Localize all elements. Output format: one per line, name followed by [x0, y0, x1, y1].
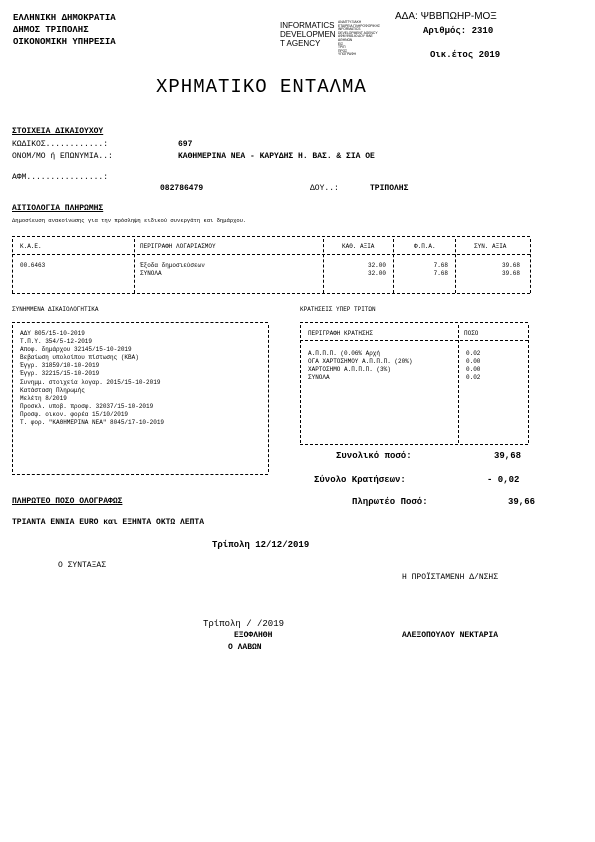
payable-amount-label: Πληρωτέο Ποσό: — [352, 497, 428, 507]
logo-line-1: INFORMATICS — [280, 21, 335, 30]
cell-deduction-desc: ΟΓΑ ΧΑΡΤΟΣΗΜΟΥ Α.Π.Π.Π. (20%) — [308, 358, 413, 365]
stamp-line: ΠΡΟΣ — [338, 48, 348, 53]
table-vline — [323, 239, 324, 293]
payment-reason-text: Δημοσίευση ανακοίνωσης για την πρόσληψη ειδικού συνεργάτη και δημάρχου. — [12, 217, 247, 224]
cell-deduction-desc: ΧΑΡΤΟΣΗΜΟ Α.Π.Π.Π. (3%) — [308, 366, 391, 373]
signatory-name: ΑΛΕΞΟΠΟΥΛΟΥ ΝΕΚΤΑΡΙΑ — [402, 631, 499, 640]
deductions-box-bottom — [300, 444, 528, 445]
cell-net-value: 32.00 — [367, 262, 386, 269]
stamp-line: ΑΦΜ 998140 ΔΟΥ ΦΑΕ — [338, 34, 373, 39]
table-border-bottom — [12, 293, 530, 294]
director-label: Η ΠΡΟΪΣΤΑΜΕΝΗ Δ/ΝΣΗΣ — [402, 573, 499, 582]
number-value: 2310 — [471, 26, 494, 36]
stamp-line: INFORMATICS — [338, 27, 361, 32]
deductions-vline — [458, 325, 459, 443]
table-vline — [530, 239, 531, 293]
list-item: Τ. φορ. "ΚΑΘΗΜΕΡΙΝΑ ΝΕΑ" 8045/17-10-2019 — [20, 419, 165, 427]
col-header-total-value: ΣΥΝ. ΑΞΙΑ — [474, 243, 507, 250]
table-vline — [393, 239, 394, 293]
total-amount-label: Συνολικό ποσό: — [336, 451, 412, 461]
org-line-2: ΔΗΜΟΣ ΤΡΙΠΟΛΗΣ — [13, 25, 89, 35]
list-item: Προσκλ. υποβ. προσφ. 32037/15-10-2019 — [20, 402, 154, 410]
list-item: Προσφ. οικον. φορέα 15/10/2019 — [20, 410, 129, 418]
logo-line-2: DEVELOPMEN — [280, 30, 336, 39]
total-amount-value: 39,68 — [494, 451, 522, 461]
payment-place-date: Τρίπολη / /2019 — [203, 619, 285, 629]
cell-deduction-amount: 0.02 — [466, 350, 481, 357]
cell-net-value: 32.00 — [367, 270, 386, 277]
code-value: 697 — [178, 140, 193, 149]
payable-words-title: ΠΛΗΡΩΤΕΟ ΠΟΣΟ ΟΛΟΓΡΑΦΩΣ — [12, 497, 123, 506]
cell-total-value: 39.68 — [501, 262, 520, 269]
table-header-separator — [12, 254, 530, 255]
stamp-line: ΤΡΙΠ — [338, 45, 346, 50]
cell-deduction-amount: 0.00 — [466, 366, 481, 373]
list-item: Έγγρ. 32215/15-10-2019 — [20, 370, 100, 378]
total-deductions-label: Σύνολο Κρατήσεων: — [314, 475, 406, 485]
cell-vat: 7.68 — [433, 270, 448, 277]
deductions-box-top — [300, 322, 528, 323]
payable-amount-in-words: ΤΡΙΑΝΤΑ ΕΝΝΙΑ EURO και ΕΞΗΝΤΑ ΟΚΤΩ ΛΕΠΤΑ — [12, 518, 205, 527]
payable-amount-value: 39,66 — [508, 497, 536, 507]
cell-vat: 7.68 — [433, 262, 448, 269]
agency-stamp — [338, 21, 380, 57]
cell-total-value: 39.68 — [501, 270, 520, 277]
org-line-1: ΕΛΛΗΝΙΚΗ ΔΗΜΟΚΡΑΤΙΑ — [13, 13, 116, 23]
composer-label: Ο ΣΥΝΤΑΞΑΣ — [58, 561, 107, 570]
ada-code: ΑΔΑ: ΨΒΒΠΩΗΡ-ΜΟΞ — [395, 11, 497, 22]
docs-box-bottom — [12, 474, 268, 475]
beneficiary-section-title: ΣΤΟΙΧΕΙΑ ΔΙΚΑΙΟΥΧΟΥ — [12, 127, 104, 136]
deductions-title: ΚΡΑΤΗΣΕΙΣ ΥΠΕΡ ΤΡΙΤΩΝ — [300, 306, 376, 313]
docs-box-top — [12, 322, 268, 323]
logo-line-3: T AGENCY — [280, 39, 321, 48]
table-vline — [12, 239, 13, 293]
stamp-line: ΥΠΟΓΡΑΦΗ — [338, 52, 357, 57]
cell-description: ΣΥΝΟΛΑ — [140, 270, 162, 277]
col-header-kae: Κ.Α.Ε. — [20, 243, 42, 250]
col-header-deduction-desc: ΠΕΡΙΓΡΑΦΗ ΚΡΑΤΗΣΗΣ — [308, 330, 373, 337]
org-line-3: ΟΙΚΟΝΟΜΙΚΗ ΥΠΗΡΕΣΙΑ — [13, 37, 116, 47]
doy-value: ΤΡΙΠΟΛΗΣ — [370, 184, 409, 193]
cell-deduction-amount: 0.00 — [466, 358, 481, 365]
list-item: ΑΔΥ 805/15-10-2019 — [20, 330, 85, 337]
list-item: Τ.Π.Υ. 354/5-12-2019 — [20, 338, 93, 346]
name-value: ΚΑΘΗΜΕΡΙΝΑ ΝΕΑ - ΚΑΡΥΔΗΣ Η. ΒΑΣ. & ΣΙΑ ΟΕ — [178, 152, 375, 161]
organization-block — [13, 12, 116, 48]
document-number — [423, 26, 493, 36]
fiscal-year: Οικ.έτος 2019 — [430, 50, 501, 60]
deductions-header-separator — [300, 340, 528, 341]
page-title: ΧΡΗΜΑΤΙΚΟ ΕΝΤΑΛΜΑ — [156, 76, 367, 98]
table-vline — [455, 239, 456, 293]
col-header-deduction-amount: ΠΟΣΟ — [464, 330, 479, 337]
table-vline — [134, 239, 135, 293]
list-item: Μελέτη 8/2019 — [20, 394, 67, 402]
afm-label: ΑΦΜ................: — [12, 173, 109, 182]
col-header-net-value: ΚΑΘ. ΑΞΙΑ — [342, 243, 375, 250]
name-label: ΟΝΟΜ/ΜΟ ή ΕΠΩΝΥΜΙΑ..: — [12, 152, 113, 161]
cell-kae: 00.6463 — [20, 262, 46, 269]
col-header-description: ΠΕΡΙΓΡΑΦΗ ΛΟΓΑΡΙΑΣΜΟΥ — [140, 243, 216, 250]
agency-logo-text — [280, 21, 336, 48]
stamp-line: ΑΝΑΠΤΥΞΙΑΚΗ — [338, 20, 362, 24]
place-date: Τρίπολη 12/12/2019 — [212, 540, 310, 550]
payment-reason-title: ΑΙΤΙΟΛΟΓΙΑ ΠΛΗΡΩΜΗΣ — [12, 204, 104, 213]
deductions-vline — [300, 325, 301, 443]
stamp-line: ΑΘΗΝΩΝ — [338, 37, 353, 42]
total-deductions-value: - 0,02 — [487, 475, 520, 485]
list-item: Κατάσταση Πληρωμής — [20, 386, 85, 394]
docs-box-right — [268, 325, 269, 472]
stamp-line: ΕΤΑΙΡΕΙΑ ΠΛΗΡΟΦΟΡΙΚΗΣ — [338, 23, 380, 28]
code-label: ΚΩΔΙΚΟΣ............: — [12, 140, 109, 149]
docs-box-left — [12, 325, 13, 472]
list-item: Βεβαίωση υπολοίπου πίστωσης (ΚΒΑ) — [20, 354, 139, 362]
attached-docs-list — [20, 330, 164, 427]
list-item: Αποφ. δημάρχου 32145/15-10-2019 — [20, 346, 132, 354]
recipient-label: Ο ΛΑΒΩΝ — [228, 643, 262, 652]
col-header-vat: Φ.Π.Α. — [414, 243, 436, 250]
number-label: Αριθμός: — [423, 26, 467, 36]
list-item: Έγγρ. 31859/10-10-2019 — [20, 362, 100, 370]
cell-description: Έξοδα δημοσιεύσεων — [140, 262, 205, 269]
stamp-line: DEVELOPMENT AGENCY — [338, 30, 378, 35]
cell-deduction-desc: Α.Π.Π.Π. (0.06% Αρχή — [308, 350, 381, 357]
table-border-top — [12, 236, 530, 237]
doy-label: ΔΟΥ..: — [310, 184, 339, 193]
paid-label: ΕΞΟΦΛΗΘΗ — [234, 631, 273, 640]
afm-value: 082786479 — [160, 184, 204, 193]
list-item: Συνημμ. στοιχεία λογαρ. 2015/15-10-2019 — [20, 378, 161, 386]
attached-docs-title: ΣΥΝΗΜΜΕΝΑ ΔΙΚΑΙΟΛΟΓΗΤΙΚΑ — [12, 306, 99, 313]
deductions-vline — [528, 325, 529, 443]
cell-deduction-amount: 0.02 — [466, 374, 481, 381]
cell-deduction-desc: ΣΥΝΟΛΑ — [308, 374, 330, 381]
stamp-line: ΕΙΣ — [338, 41, 344, 46]
